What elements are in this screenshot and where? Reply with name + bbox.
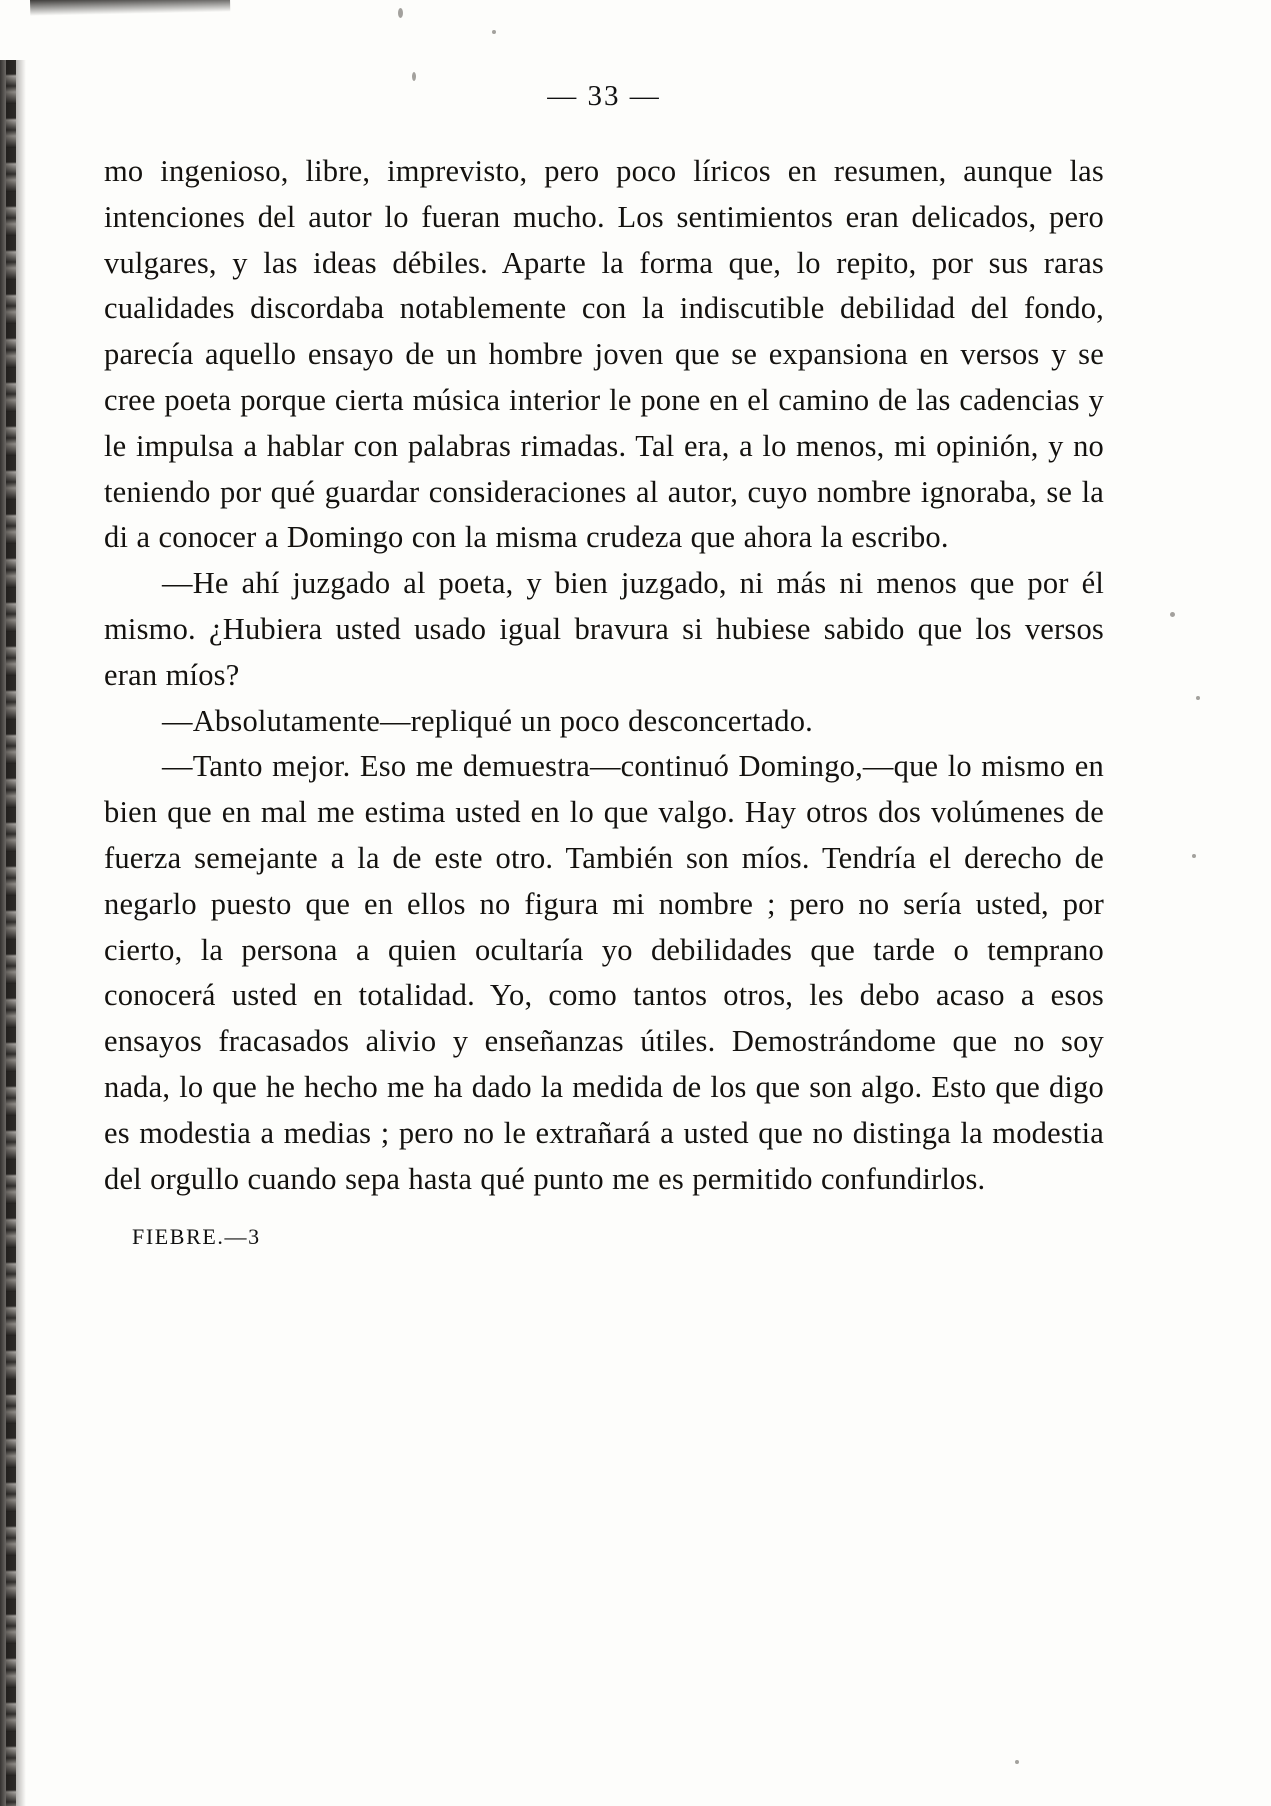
scan-speck [1015, 1760, 1019, 1764]
paragraph-1: mo ingenioso, libre, imprevisto, pero poco líricos en resumen, aunque las intenciones del autor lo fueran mucho. Los sentimientos eran delicados, pero vulgares, y las ideas débiles. Aparte la forma que, lo repito, por sus raras cualidades discordaba notablemente con la indiscutible debilidad del fondo, parecía aquello ensayo de un hombre joven que se expansiona en versos y se cree poeta porque cierta música interior le pone en el camino de las cadencias y le impulsa a hablar con palabras rimadas. Tal era, a lo menos, mi opinión, y no teniendo por qué guardar consideraciones al autor, cuyo nombre ignoraba, se la di a conocer a Domingo con la misma crudeza que ahora la escribo. [104, 154, 1104, 555]
signature-mark: FIEBRE.—3 [132, 1224, 261, 1250]
paragraph-4: —Tanto mejor. Eso me demuestra—continuó Domingo,—que lo mismo en bien que en mal me estima usted en lo que valgo. Hay otros dos volúmenes de fuerza semejante a la de este otro. También son míos. Tendría el derecho de negarlo puesto que en ellos no figura mi nombre ; pero no sería usted, por cierto, la persona a quien ocultaría yo debilidades que tarde o temprano conocerá usted en totalidad. Yo, como tantos otros, les debo acaso a esos ensayos fracasados alivio y enseñanzas útiles. Demostrándome que no soy nada, lo que he hecho me ha dado la medida de los que son algo. Esto que digo es modestia a medias ; pero no le extrañará a usted que no distinga la modestia del orgullo cuando sepa hasta qué punto me es permitido confundirlos. [104, 749, 1104, 1196]
body-text [104, 149, 1104, 1202]
page-content [104, 80, 1104, 1250]
paragraph-3: —Absolutamente—repliqué un poco desconcertado. [162, 703, 814, 738]
scan-edge-artifact-left [0, 60, 26, 1806]
paragraph-2: —He ahí juzgado al poeta, y bien juzgado, ni más ni menos que por él mismo. ¿Hubiera usted usado igual bravura si hubiese sabido que los versos eran míos? [104, 566, 1104, 692]
scan-speck [492, 30, 496, 34]
page-number: — 33 — [547, 80, 661, 112]
scan-speck [1170, 612, 1175, 617]
scan-speck [398, 8, 403, 18]
scan-speck [1196, 696, 1200, 700]
scan-speck [1192, 854, 1196, 858]
scan-edge-artifact-top [30, 0, 230, 16]
